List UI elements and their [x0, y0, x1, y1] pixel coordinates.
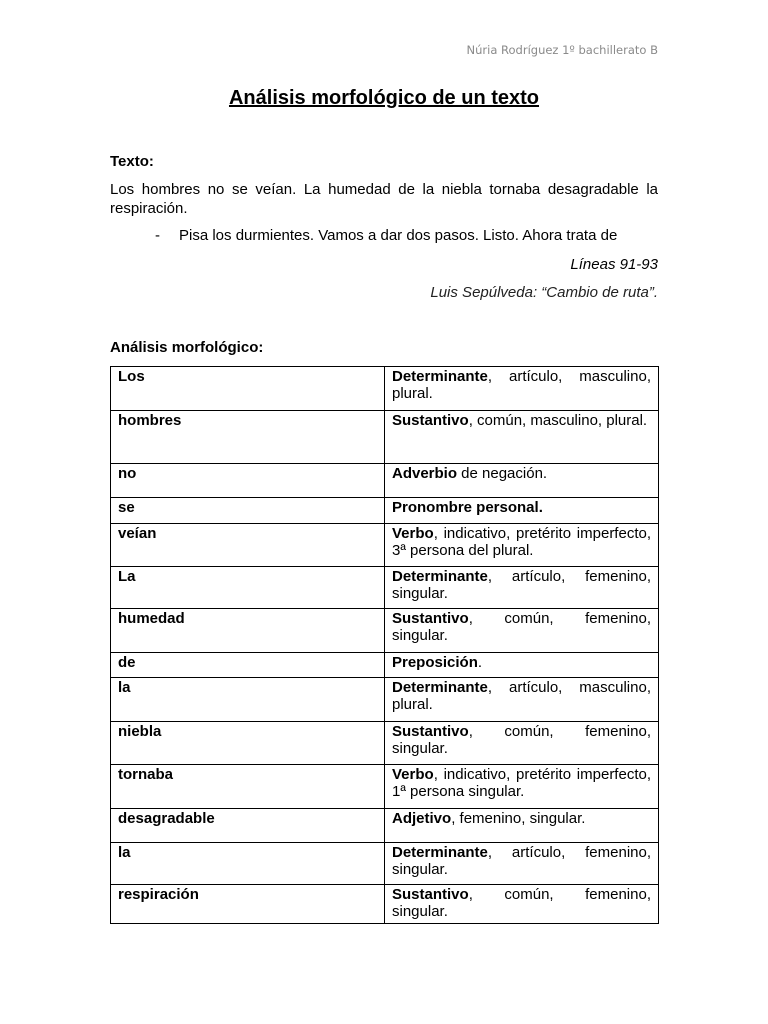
- table-row: [111, 367, 659, 411]
- grammatical-detail: , artículo, masculino, plural.: [392, 368, 651, 402]
- grammatical-category: Adjetivo: [392, 810, 452, 827]
- grammatical-detail: , común, masculino, plural.: [468, 412, 648, 429]
- analysis-cell: [385, 524, 659, 567]
- analysis-cell: [385, 411, 659, 464]
- grammatical-detail: , artículo, masculino, plural.: [392, 679, 651, 713]
- document-title: Análisis morfológico de un texto: [228, 87, 540, 109]
- source-reference: Luis Sepúlveda: “Cambio de ruta”.: [430, 284, 658, 301]
- grammatical-category: Verbo: [392, 525, 434, 542]
- bullet-text: Pisa los durmientes. Vamos a dar dos pasos. Listo. Ahora trata de: [179, 227, 618, 244]
- analysis-cell: [385, 567, 659, 609]
- grammatical-category: Sustantivo: [392, 610, 469, 627]
- word-cell: no: [111, 464, 385, 498]
- grammatical-category: Adverbio: [392, 465, 458, 482]
- analysis-cell: [385, 609, 659, 653]
- analysis-cell: [385, 885, 659, 924]
- table-row: [111, 524, 659, 567]
- analysis-cell: [385, 809, 659, 843]
- grammatical-detail: , indicativo, pretérito imperfecto, 3ª persona del plural.: [392, 525, 651, 559]
- grammatical-category: Determinante: [392, 368, 488, 385]
- word-cell: la: [111, 843, 385, 885]
- grammatical-detail: , común, femenino, singular.: [392, 610, 651, 644]
- grammatical-category: Pronombre personal.: [392, 499, 543, 516]
- grammatical-detail: , indicativo, pretérito imperfecto, 1ª persona singular.: [392, 766, 651, 800]
- analysis-cell: [385, 678, 659, 722]
- word-cell: humedad: [111, 609, 385, 653]
- texto-label: Texto:: [110, 153, 154, 170]
- word-cell: desagradable: [111, 809, 385, 843]
- table-row: [111, 722, 659, 765]
- grammatical-detail: , artículo, femenino, singular.: [392, 568, 651, 602]
- word-cell: respiración: [111, 885, 385, 924]
- word-cell: niebla: [111, 722, 385, 765]
- texto-paragraph: Los hombres no se veían. La humedad de la niebla tornaba desagradable la respiración.: [110, 181, 658, 217]
- lines-reference: Líneas 91-93: [570, 256, 658, 273]
- word-cell: tornaba: [111, 765, 385, 809]
- table-row: [111, 843, 659, 885]
- analysis-cell: [385, 843, 659, 885]
- grammatical-category: Determinante: [392, 679, 488, 696]
- header-author: Núria Rodríguez 1º bachillerato B: [466, 43, 658, 57]
- grammatical-category: Determinante: [392, 844, 488, 861]
- bullet-dash: -: [155, 227, 160, 244]
- table-row: [111, 765, 659, 809]
- word-cell: la: [111, 678, 385, 722]
- bullet-item: [155, 227, 617, 244]
- analysis-cell: [385, 464, 659, 498]
- analysis-cell: [385, 653, 659, 678]
- word-cell: se: [111, 498, 385, 524]
- grammatical-detail: , artículo, femenino, singular.: [392, 844, 651, 878]
- table-row: [111, 498, 659, 524]
- table-row: [111, 653, 659, 678]
- table-row: [111, 411, 659, 464]
- grammatical-category: Verbo: [392, 766, 434, 783]
- analysis-cell: [385, 498, 659, 524]
- grammatical-detail: , común, femenino, singular.: [392, 723, 651, 757]
- word-cell: veían: [111, 524, 385, 567]
- grammatical-category: Determinante: [392, 568, 488, 585]
- table-row: [111, 678, 659, 722]
- word-cell: Los: [111, 367, 385, 411]
- analisis-label: Análisis morfológico:: [110, 339, 264, 356]
- word-cell: de: [111, 653, 385, 678]
- grammatical-detail: , femenino, singular.: [451, 810, 586, 827]
- word-cell: La: [111, 567, 385, 609]
- grammatical-category: Preposición: [392, 654, 478, 671]
- grammatical-category: Sustantivo: [392, 886, 469, 903]
- grammatical-detail: , común, femenino, singular.: [392, 886, 651, 920]
- analysis-cell: [385, 765, 659, 809]
- analysis-cell: [385, 367, 659, 411]
- grammatical-detail: de negación.: [457, 465, 548, 482]
- table-row: [111, 609, 659, 653]
- table-row: [111, 885, 659, 924]
- table-row: [111, 809, 659, 843]
- grammatical-category: Sustantivo: [392, 723, 469, 740]
- word-cell: hombres: [111, 411, 385, 464]
- grammatical-category: Sustantivo: [392, 412, 469, 429]
- table-row: [111, 464, 659, 498]
- grammatical-detail: .: [477, 654, 483, 671]
- morphology-table: [110, 366, 659, 924]
- analysis-cell: [385, 722, 659, 765]
- table-row: [111, 567, 659, 609]
